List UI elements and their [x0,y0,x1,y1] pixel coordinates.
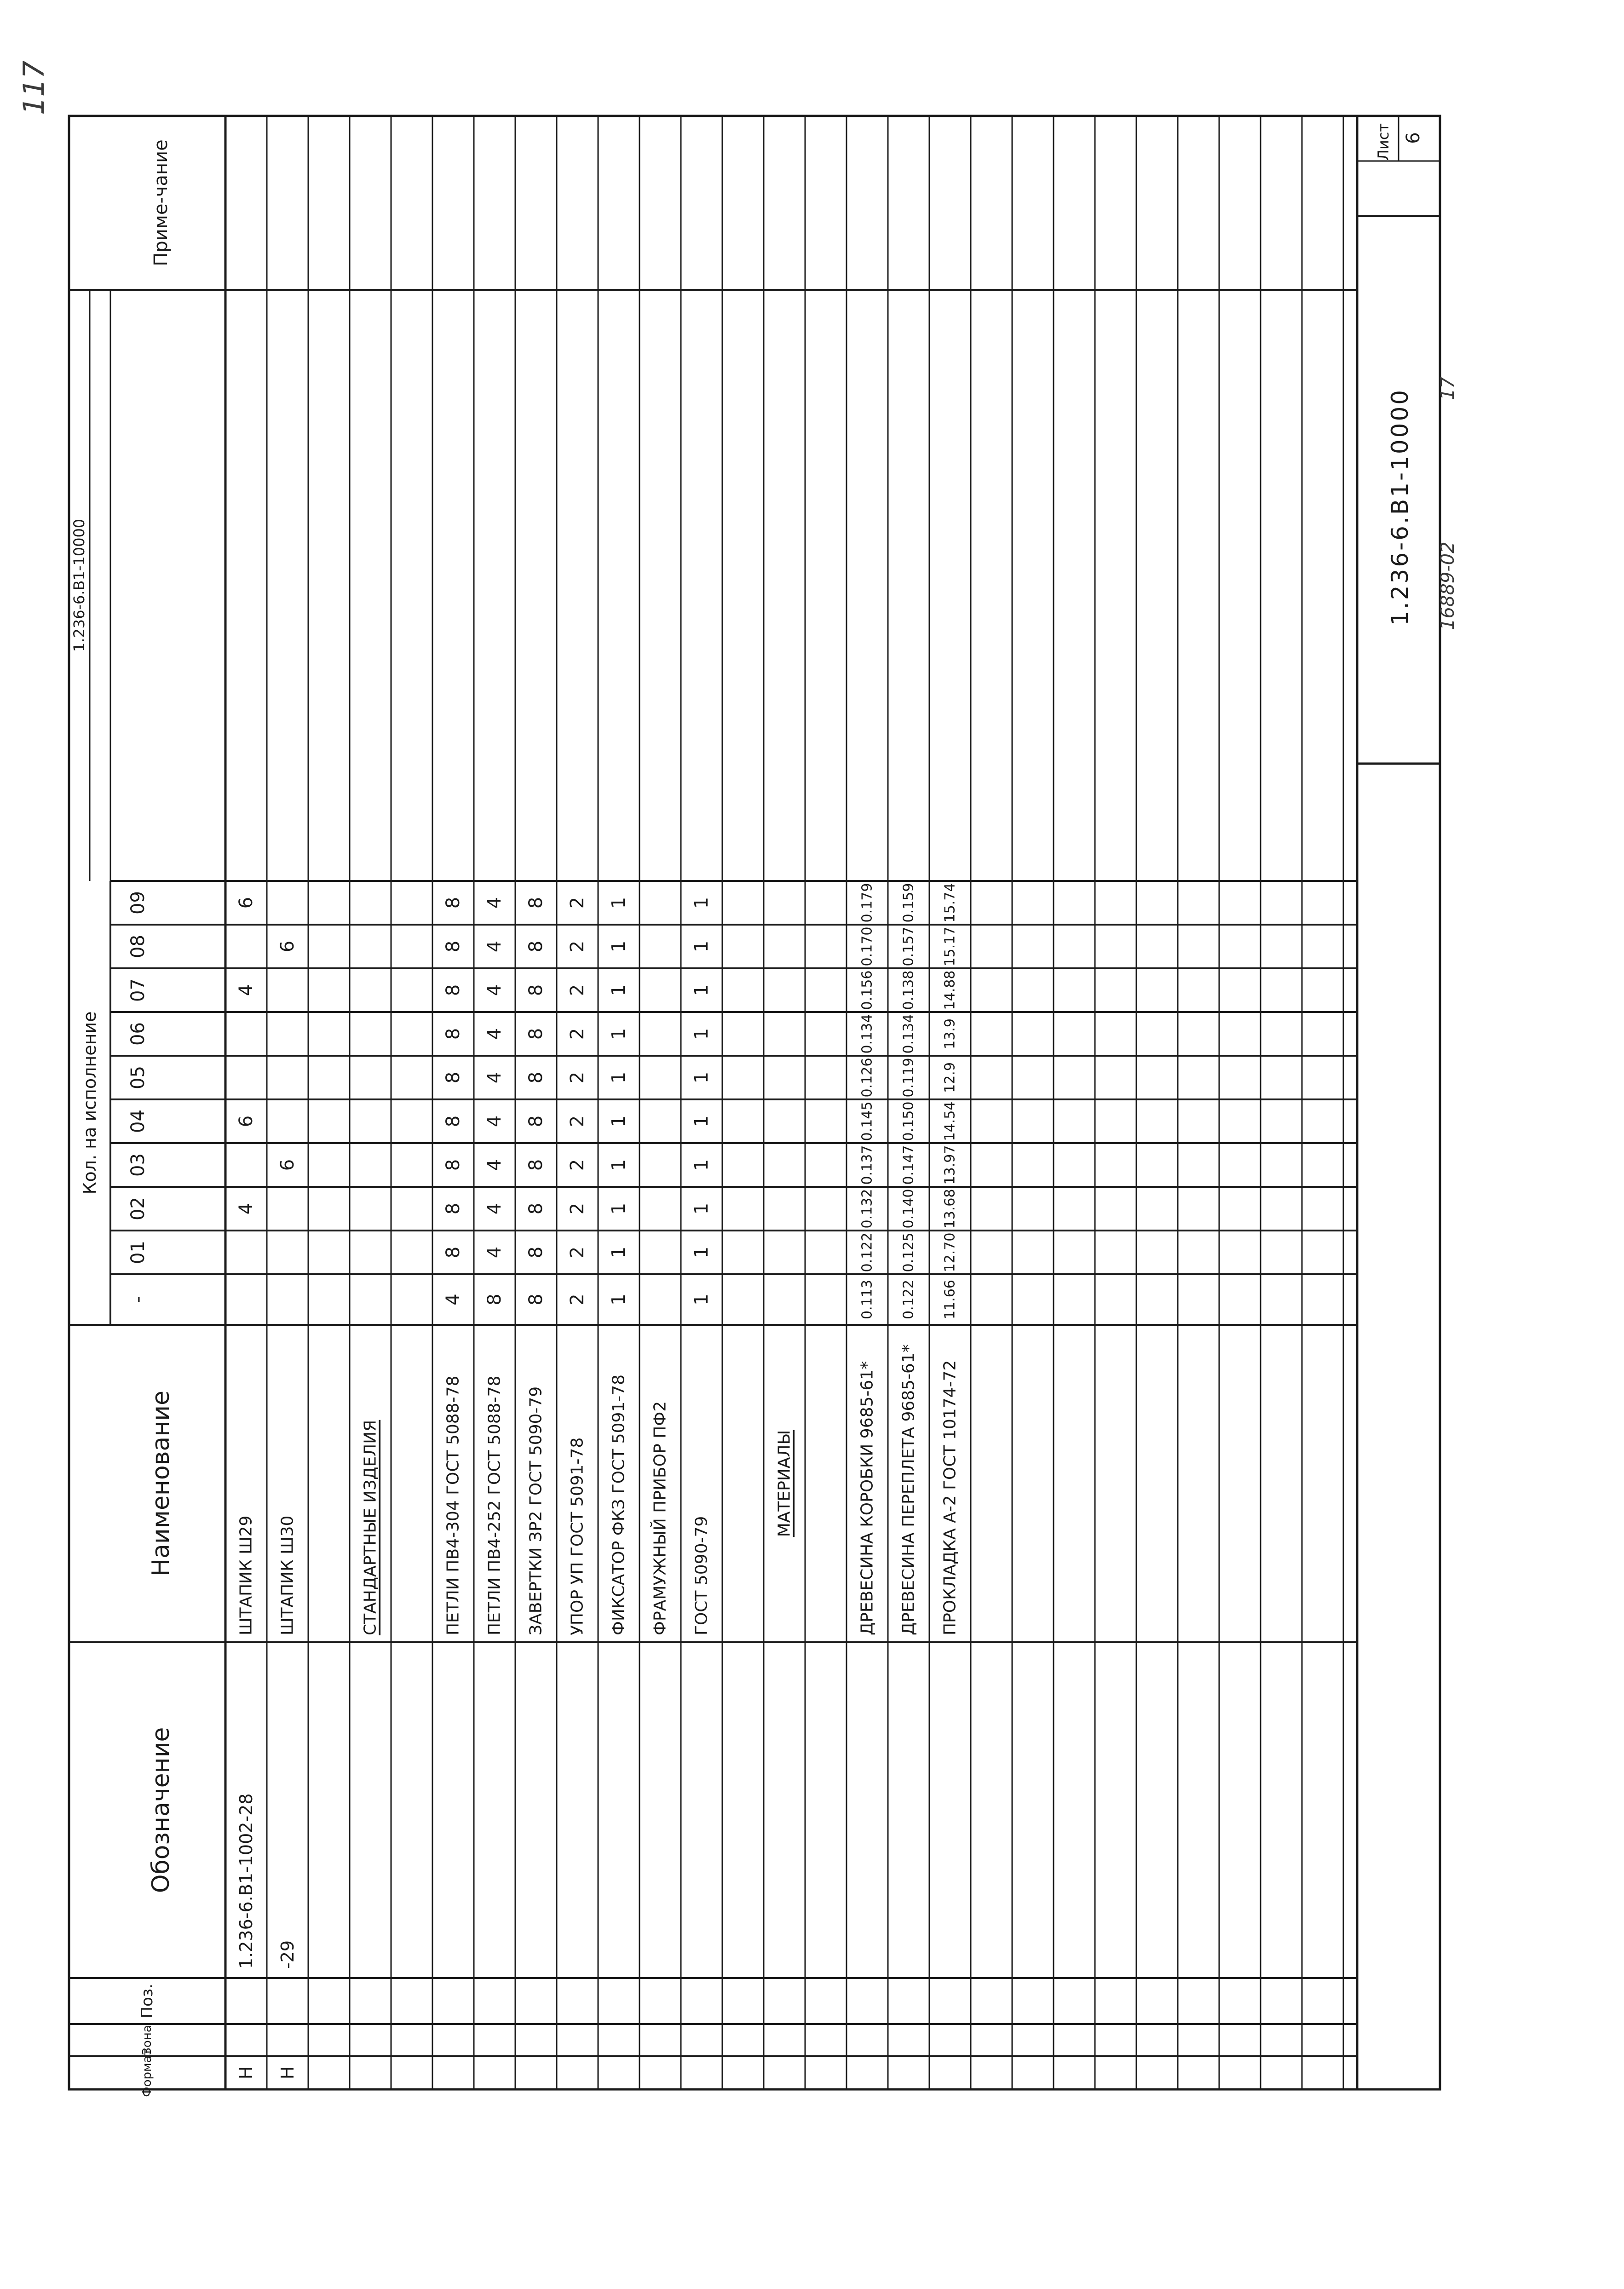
row-qty: 15.17 [942,926,958,966]
row-qty: 1 [691,984,712,996]
row-qty: 1 [608,1159,629,1171]
header-variant: - [127,1296,149,1303]
row-qty: 4 [484,1115,505,1127]
row-qty: 0.140 [900,1189,917,1229]
archive-number: 16889-02 [1437,541,1458,630]
row-qty: 12.9 [942,1062,958,1093]
row-qty: 8 [525,984,547,996]
row-qty: 6 [236,1115,257,1127]
header-variant: 03 [127,1153,149,1177]
row-name: ЗАВЕРТКИ ЗР2 ГОСТ 5090-79 [526,1386,546,1635]
row-qty: 8 [443,1071,464,1084]
header-designation: Обозначение [147,1727,175,1893]
row-qty: 8 [443,1159,464,1171]
row-qty: 0.122 [900,1280,917,1319]
row-name: ШТАПИК Ш30 [278,1515,297,1635]
row-name: ФИКСАТОР ФКЗ ГОСТ 5091-78 [609,1374,628,1635]
sheet-number: 6 [1403,132,1424,144]
row-qty: 8 [525,1202,547,1215]
row-qty: 12.70 [942,1232,958,1272]
row-qty: 8 [525,1115,547,1127]
sheet-label: Лист [1375,123,1392,161]
row-qty: 2 [567,1028,588,1040]
row-qty: 4 [484,1246,505,1259]
row-name: ПРОКЛАДКА А-2 ГОСТ 10174-72 [940,1360,960,1635]
header-pos: Поз. [138,1984,156,2019]
header-note: Приме-чание [150,139,172,266]
row-qty: 0.134 [859,1014,875,1054]
row-qty: 11.66 [942,1280,958,1319]
header-variant: 08 [127,935,149,958]
row-qty: 4 [484,1028,505,1040]
row-qty: 1 [691,1071,712,1084]
row-qty: 2 [567,1159,588,1171]
row-qty: 1 [608,1028,629,1040]
row-qty: 8 [525,1071,547,1084]
row-qty: 8 [484,1294,505,1306]
row-name: ГОСТ 5090-79 [692,1516,711,1635]
row-qty: 0.126 [859,1058,875,1098]
header-format: Формат [140,2048,154,2097]
row-qty: 4 [484,1202,505,1215]
row-qty: 8 [525,897,547,909]
header-name: Наименование [147,1390,175,1577]
row-qty: 13.9 [942,1018,958,1049]
row-qty: 8 [443,940,464,953]
row-qty: 2 [567,1202,588,1215]
row-qty: 8 [525,1246,547,1259]
row-qty: 6 [236,897,257,909]
row-qty: 2 [567,1294,588,1306]
row-designation: 1.236-6.B1-1002-28 [236,1793,256,1969]
row-qty: 0.150 [900,1101,917,1141]
row-qty: 1 [691,1294,712,1306]
row-qty: 1 [691,1115,712,1127]
row-qty: 0.157 [900,926,917,966]
row-qty: 0.134 [900,1014,917,1054]
row-name: ДРЕВЕСИНА КОРОБКИ 9685-61* [858,1361,877,1635]
row-format: Н [236,2066,256,2080]
row-qty: 4 [484,1159,505,1171]
row-qty: 0.147 [900,1145,917,1185]
header-variant: 06 [127,1022,149,1046]
row-qty: 1 [691,897,712,909]
row-name: СТАНДАРТНЫЕ ИЗДЕЛИЯ [361,1420,380,1635]
row-qty: 0.145 [859,1101,875,1141]
row-qty: 1 [608,940,629,953]
row-qty: 8 [443,897,464,909]
row-qty: 4 [484,984,505,996]
archive-page: 17 [1437,377,1458,400]
row-qty: 1 [608,1246,629,1259]
row-qty: 8 [443,984,464,996]
row-qty: 8 [525,940,547,953]
header-variant: 01 [127,1241,149,1264]
row-name: ФРАМУЖНЫЙ ПРИБОР ПФ2 [651,1401,670,1635]
row-qty: 4 [484,940,505,953]
row-qty: 8 [443,1028,464,1040]
row-qty: 14.88 [942,970,958,1010]
row-qty: 1 [691,1202,712,1215]
row-name: ПЕТЛИ ПВ4-252 ГОСТ 5088-78 [485,1375,504,1635]
header-doc-code: 1.236-6.B1-10000 [70,518,88,652]
row-qty: 8 [525,1159,547,1171]
header-variant: 09 [127,891,149,914]
row-qty: 0.119 [900,1058,917,1098]
row-qty: 1 [691,1028,712,1040]
row-designation: -29 [277,1940,298,1969]
row-qty: 8 [443,1246,464,1259]
corner-number: 117 [17,60,51,115]
row-qty: 1 [691,940,712,953]
row-qty: 0.125 [900,1232,917,1272]
row-qty: 0.159 [900,883,917,923]
row-qty: 4 [236,1202,257,1215]
row-qty: 0.138 [900,970,917,1010]
row-qty: 1 [691,1159,712,1171]
row-qty: 0.170 [859,926,875,966]
row-qty: 2 [567,897,588,909]
row-qty: 4 [484,1071,505,1084]
row-qty: 1 [691,1246,712,1259]
row-qty: 1 [608,1115,629,1127]
row-name: МАТЕРИАЛЫ [775,1430,794,1537]
row-qty: 1 [608,897,629,909]
row-qty: 13.68 [942,1189,958,1229]
row-qty: 13.97 [942,1145,958,1185]
row-qty: 0.137 [859,1145,875,1185]
row-qty: 2 [567,1246,588,1259]
row-qty: 1 [608,1202,629,1215]
header-variant: 02 [127,1197,149,1220]
header-qty-group: Кол. на исполнение [80,1011,100,1195]
row-qty: 0.132 [859,1189,875,1229]
row-qty: 1 [608,984,629,996]
row-qty: 8 [525,1028,547,1040]
row-qty: 4 [443,1294,464,1306]
row-qty: 8 [443,1115,464,1127]
row-qty: 2 [567,940,588,953]
header-variant: 04 [127,1110,149,1133]
row-qty: 8 [525,1294,547,1306]
row-name: ПЕТЛИ ПВ4-304 ГОСТ 5088-78 [443,1375,463,1635]
header-zone: Зона [140,2025,154,2055]
row-qty: 2 [567,1115,588,1127]
row-qty: 2 [567,984,588,996]
row-qty: 0.113 [859,1280,875,1319]
row-qty: 0.156 [859,970,875,1010]
row-name: ДРЕВЕСИНА ПЕРЕПЛЕТА 9685-61* [899,1344,918,1635]
row-qty: 1 [608,1294,629,1306]
row-name: ШТАПИК Ш29 [236,1515,256,1635]
header-variant: 07 [127,978,149,1002]
row-qty: 15.74 [942,883,958,923]
row-name: УПОР УП ГОСТ 5091-78 [568,1437,587,1635]
row-qty: 6 [277,940,298,953]
row-qty: 1 [608,1071,629,1084]
row-format: Н [277,2066,298,2080]
row-qty: 2 [567,1071,588,1084]
row-qty: 0.179 [859,883,875,923]
row-qty: 8 [443,1202,464,1215]
row-qty: 6 [277,1159,298,1171]
header-variant: 05 [127,1066,149,1089]
row-qty: 4 [236,984,257,996]
document-code: 1.236-6.B1-10000 [1387,388,1413,626]
row-qty: 0.122 [859,1232,875,1272]
row-qty: 4 [484,897,505,909]
row-qty: 14.54 [942,1101,958,1141]
